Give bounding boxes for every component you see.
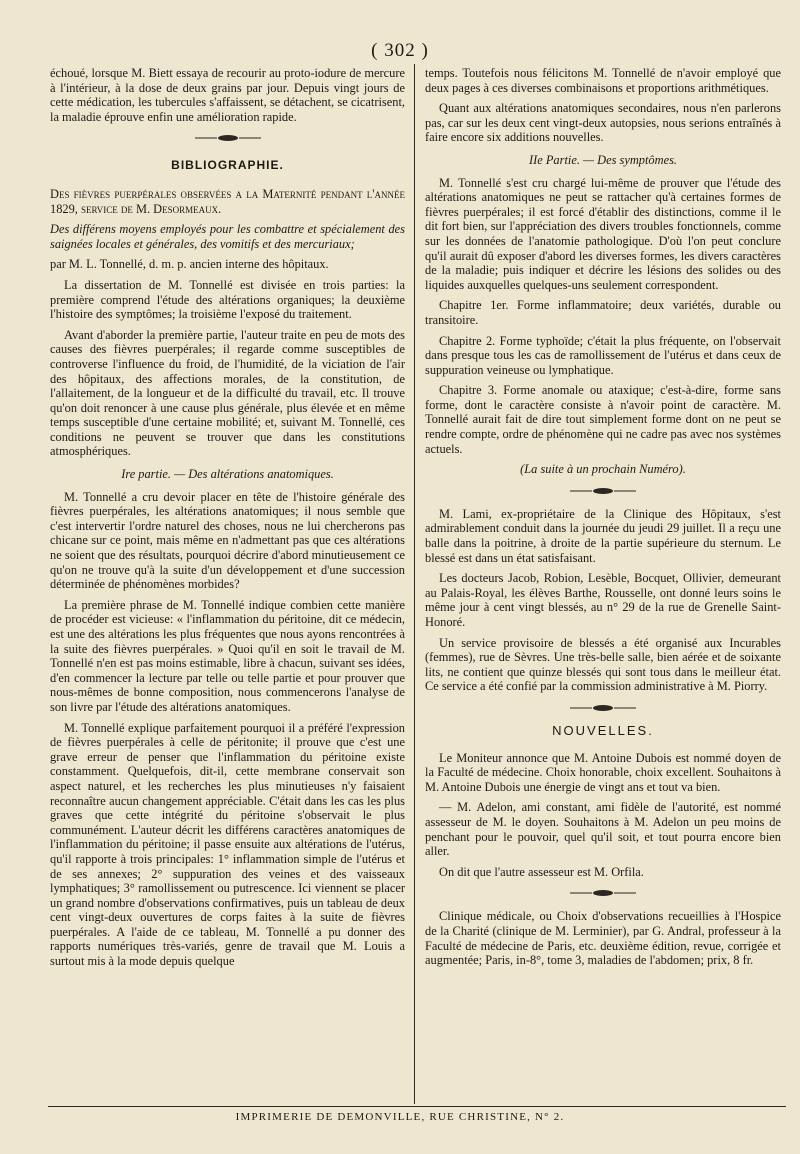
column-rule [414, 64, 415, 1104]
paragraph: Chapitre 3. Forme anomale ou ataxique; c'est-à-dire, forme sans forme, dont le caractère consiste à n'avoir point de caractère. M. Tonnellé aurait fait de dire tout simplement forme dont on ne peut se rendre compte, ordre de phénomène qui ne cadre pas avec nos systèmes actuels. [425, 383, 781, 456]
paragraph: Clinique médicale, ou Choix d'observations recueillies à l'Hospice de la Charité (clinique de M. Lerminier), par G. Andral, professeur à la Faculté de médecine de Paris, etc. deuxième édition, revue, corrigée et augmentée; Paris, in-8°, tome 3, maladies de l'abdomen; prix, 8 fr. [425, 909, 781, 968]
news-title: NOUVELLES. [552, 722, 654, 738]
paragraph: Avant d'aborder la première partie, l'auteur traite en peu de mots des causes des fièvres puerpérales; il regarde comme susceptibles de controverse l'influence du froid, de l'humidité, de la viciation de l'air des hôpitaux, des affections morales, de la constitution, de l'allaitement, de la longueur et de la difficulté du travail, etc. Il trouve qu'on doit renoncer à une cause plus générale, plus élevée et en même temps susceptible d'une certaine mobilité; et, suivant M. Tonnellé, ces conditions ne peuvent se trouver que dans les constitutions atmosphériques. [50, 327, 405, 459]
paragraph: M. Tonnellé a cru devoir placer en tête de l'histoire générale des fièvres puerpérales, les altérations anatomiques; il nous semble que c'est intervertir l'ordre naturel des choses, nous ne lui chercherons pas chicane sur ce point, mais même en n'admettant pas que ces altérations ne soient que des résultats, pourquoi décrire d'abord minutieusement ce qu'on ne trouve qu'à la suite d'un développement et d'une succession déterminée de phénomènes morbides? [50, 489, 405, 592]
paragraph: Les docteurs Jacob, Robion, Lesèble, Bocquet, Ollivier, demeurant au Palais-Royal, les élèves Barthe, Rousselle, ont donné leurs soins le même jour à cent vingt blessés, au n° 29 de la rue de Grenelle Saint-Honoré. [425, 571, 781, 629]
section-heading: Ire partie. — Des altérations anatomiques. [121, 467, 334, 482]
paragraph: Le Moniteur annonce que M. Antoine Dubois est nommé doyen de la Faculté de médecine. Choix honorable, choix excellent. Souhaitons à M. Antoine Dubois une énergie de vingt ans et tout va bien. [425, 750, 781, 794]
paragraph: — M. Adelon, ami constant, ami fidèle de l'autorité, est nommé assesseur de M. le doyen. Souhaitons à M. Adelon un peu moins de penchant pour le pouvoir, quel qu'il soit, et tout pourra encore bien aller. [425, 800, 781, 859]
ornament-divider [568, 889, 638, 897]
paragraph: La dissertation de M. Tonnellé est divisée en trois parties: la première comprend l'étude des altérations organiques; la deuxième l'histoire des symptômes; la troisième l'exposé du traitement. [50, 277, 405, 322]
left-column [50, 66, 405, 975]
footer-rule [48, 1106, 786, 1107]
paragraph: On dit que l'autre assesseur est M. Orfila. [439, 864, 644, 879]
paragraph: M. Lami, ex-propriétaire de la Clinique des Hôpitaux, s'est admirablement conduit dans la journée du jeudi 29 juillet. Il a reçu une balle dans la poitrine, à droite de la partie supérieure du sternum. Le blessé est dans un état satisfaisant. [425, 506, 781, 565]
paragraph: temps. Toutefois nous félicitons M. Tonnellé de n'avoir employé que deux pages à ces diverses combinaisons et proportions arithmétiques. [425, 66, 781, 95]
book-heading: Des fièvres puerpérales observées a la Maternité pendant l'année 1829, service de M. Desormeaux. [50, 186, 405, 216]
ornament-divider [193, 134, 263, 142]
book-author: par M. L. Tonnellé, d. m. p. ancien interne des hôpitaux. [50, 257, 329, 272]
paragraph: La première phrase de M. Tonnellé indique combien cette manière de procéder est vicieuse: « l'inflammation du péritoine, dit ce médecin, est une des altérations les plus fréquentes que nous ayons rencontrées à la suite des fièvres puerpérales. » Quoi qu'il en soit le travail de M. Tonnellé n'en est pas moins estimable, libre à chacun, suivant ses idées, d'en commencer la lecture par telle ou telle partie et pour prouver que nous-mêmes de bonne composition, nous commencerons l'analyse de son livre par l'étude des altérations anatomiques. [50, 597, 405, 714]
paragraph: M. Tonnellé s'est cru chargé lui-même de prouver que l'étude des altérations anatomiques ne peut se rattacher qu'à certaines formes de fièvres puerpérales; il est forcé d'établir des distinctions, comme il le dit fort bien, sur l'appréciation des divers troubles fonctionnels, comme sur les données de l'anatomie pathologique. D'où l'on peut conclure qu'il aurait dû exposer d'abord les diverses formes, les divers caractères de la maladie; puis indiquer et décrire les lésions des solides ou des liquides auxquelles quelques-uns seulement correspondent. [425, 175, 781, 292]
bibliography-title: BIBLIOGRAPHIE. [171, 158, 284, 173]
ornament-divider [568, 704, 638, 712]
paragraph: Chapitre 2. Forme typhoïde; c'était la plus fréquente, on l'observait dans presque tous les cas de ramollissement de l'utérus et dans ceux de suppuration veineuse ou lymphatique. [425, 333, 781, 377]
paragraph: Un service provisoire de blessés a été organisé aux Incurables (femmes), rue de Sèvres. Une très-belle salle, bien aérée et de soixante lits, ne contient que quinze blessés qui sont tous dans le meilleur état. Ce service a été confié par la commission administrative à M. Piorry. [425, 635, 781, 694]
printer-imprint: IMPRIMERIE DE DEMONVILLE, RUE CHRISTINE, N° 2. [235, 1111, 565, 1123]
paragraph: M. Tonnellé explique parfaitement pourquoi il a préféré l'expression de fièvres puerpérales à celle de péritonite; il prouve que c'est une grave erreur de penser que l'inflammation du péritoine existe constamment. Quelquefois, dit-il, cette membrane conservait son aspect naturel, et les recherches les plus minutieuses n'y faisaient reconnaître aucun changement appréciable. C'était dans les cas les plus graves que cette intégrité du péritoine s'observait le plus communément. L'auteur décrit les différens caractères anatomiques de l'inflammation du péritoine; il passe ensuite aux altérations de l'utérus, qu'il rapporte à trois principales: 1° inflammation simple de l'utérus et de ses annexes; 2° suppuration des veines et des vaisseaux lymphatiques; 3° ramollissement ou putrescence. Ici viennent se placer un grand nombre d'observations confirmatives, puis un tableau de deux cent vingt-deux ouvertures de corps faites à la suite de fièvres puerpérales. A l'aide de ce tableau, M. Tonnellé a pu donner des rapports numériques très-variés, genre de travail que M. Louis a surtout mis à la mode depuis quelque [50, 720, 405, 969]
paragraph: échoué, lorsque M. Biett essaya de recourir au proto-iodure de mercure à l'intérieur, à la dose de deux grains par jour. Depuis vingt jours de cette médication, les tubercules s'affaissent, se détachent, se cicatrisent, la maladie éprouve enfin une amélioration rapide. [50, 66, 405, 124]
paragraph: Chapitre 1er. Forme inflammatoire; deux variétés, durable ou transitoire. [425, 298, 781, 327]
continuation-note: (La suite à un prochain Numéro). [520, 462, 686, 477]
right-column [425, 66, 781, 974]
section-heading: IIe Partie. — Des symptômes. [529, 152, 677, 167]
paragraph: Quant aux altérations anatomiques secondaires, nous n'en parlerons pas, car sur les deux cent vingt-deux autopsies, nous serions entraînés à faire encore six additions nouvelles. [425, 101, 781, 145]
book-title: Des différens moyens employés pour les combattre et spécialement des saignées locales et générales, des vomitifs et des mercuriaux; [50, 222, 405, 251]
page-number: ( 302 ) [371, 40, 429, 61]
ornament-divider [568, 487, 638, 495]
